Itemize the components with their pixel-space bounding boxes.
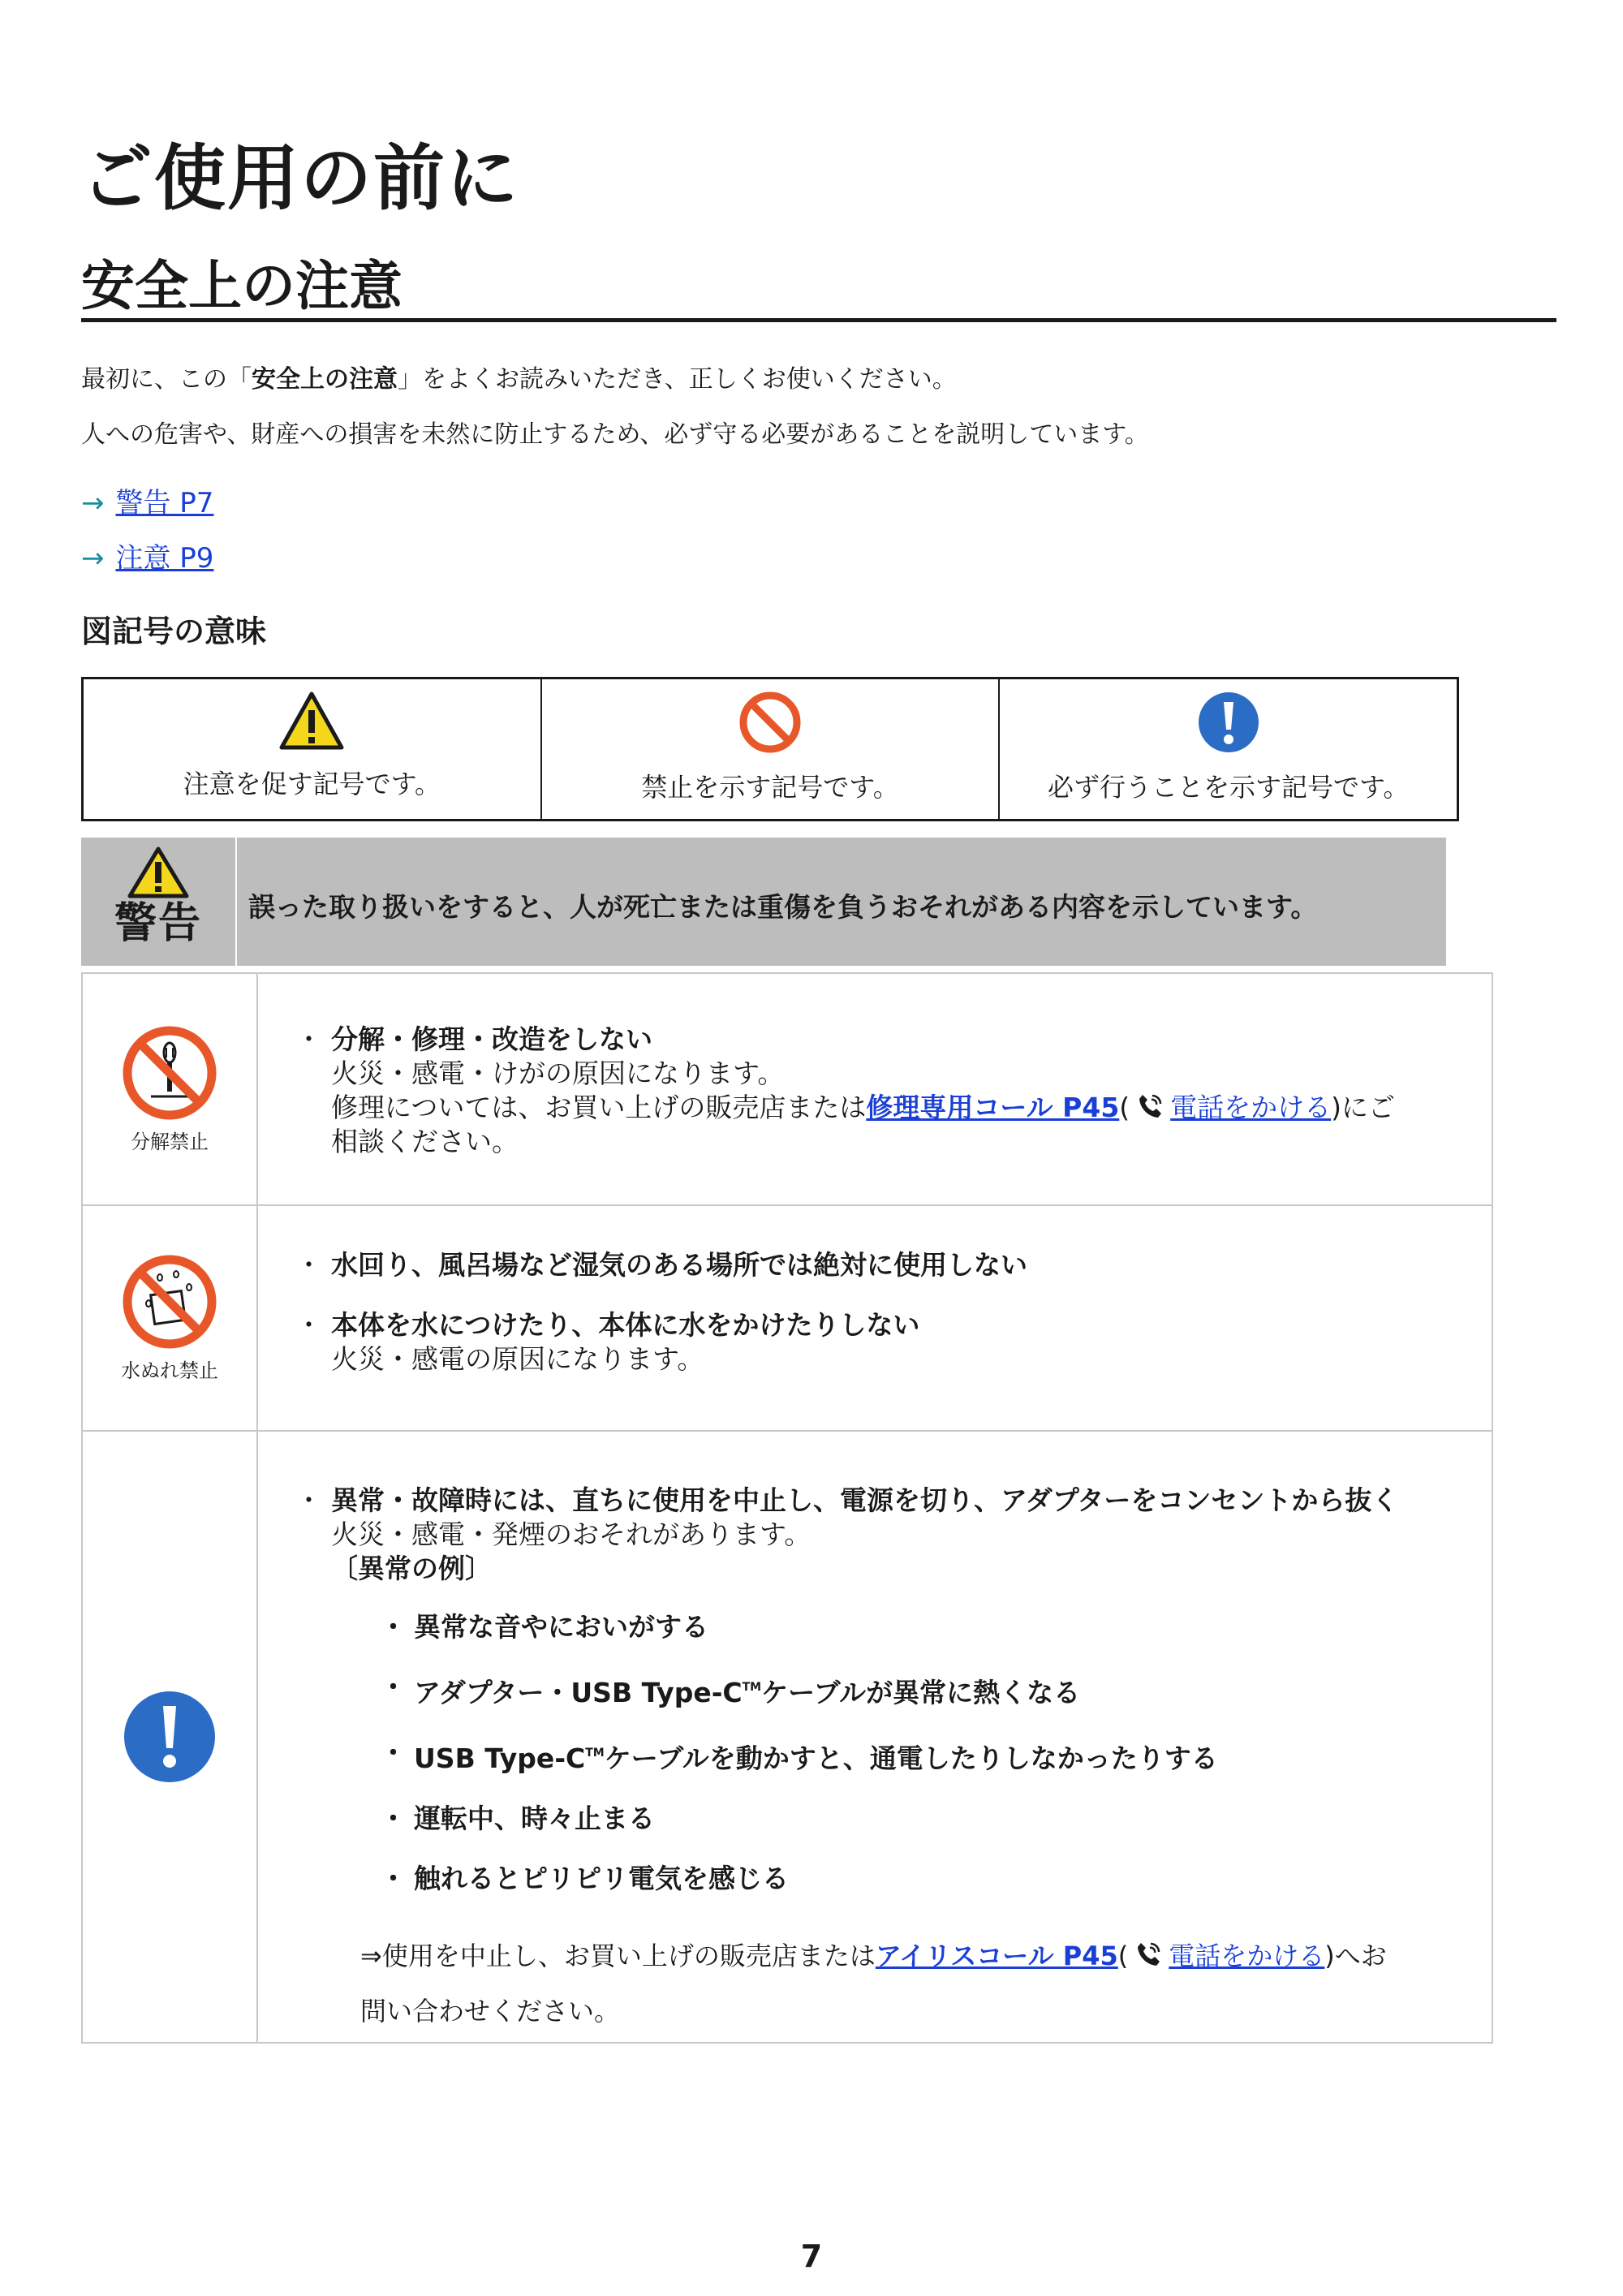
warning-item (299, 1308, 1492, 1376)
warning-row-disassembly (83, 974, 1492, 1204)
nav-link-warning[interactable] (81, 484, 213, 523)
warning-header (81, 838, 1446, 966)
icon-caption: 水ぬれ禁止 (121, 1359, 218, 1382)
warning-item-heading: ・ 本体を水につけたり、本体に水をかけたりしない (331, 1309, 920, 1341)
link-iris-call-p45[interactable]: アイリスコール P45 (875, 1941, 1118, 1971)
symbol-label: 必ず行うことを示す記号です。 (1047, 772, 1410, 803)
phone-icon (1134, 1941, 1162, 1968)
warning-row-icon-cell (83, 1432, 258, 2042)
warning-item-detail: 火災・感電・発煙のおそれがあります。 (331, 1518, 812, 1550)
intro-line-1: 最初に、この「安全上の注意」をよくお読みいただき、正しくお使いください。 (81, 365, 957, 394)
warning-item-detail: 修理については、お買い上げの販売店または修理専用コール P45( 電話をかける)にご (331, 1092, 1396, 1123)
symbol-cell-caution (84, 679, 540, 819)
no-disassembly-icon (122, 1025, 217, 1121)
link-call-phone[interactable]: 電話をかける (1170, 1092, 1332, 1123)
warning-item (299, 1023, 1492, 1159)
warning-row-body (258, 1206, 1492, 1430)
warning-table (81, 972, 1493, 2044)
warning-row-icon-cell (83, 1206, 258, 1430)
warning-item-detail: 火災・感電の原因になります。 (331, 1343, 704, 1375)
warning-row-icon-cell (83, 974, 258, 1204)
symbol-label: 禁止を示す記号です。 (641, 772, 899, 803)
abnormal-action-note (299, 1928, 1492, 2039)
warning-description: 誤った取り扱いをすると、人が死亡または重傷を負うおそれがある内容を示しています。 (248, 891, 1318, 923)
abnormal-example: ・ 運転中、時々止まる (299, 1802, 1492, 1836)
mandatory-exclamation-icon (123, 1690, 217, 1784)
mandatory-exclamation-icon (1197, 691, 1260, 754)
warning-row-body (258, 974, 1492, 1204)
warning-header-icon-cell (81, 838, 237, 966)
phone-icon (1136, 1092, 1164, 1120)
warning-item-heading: ・ 分解・修理・改造をしない (331, 1023, 652, 1055)
warning-item (299, 1484, 1492, 1586)
note-line: ⇒使用を中止し、お買い上げの販売店またはアイリスコール P45( 電話をかける)へお (360, 1941, 1387, 1971)
symbol-label: 注意を促す記号です。 (183, 769, 441, 799)
section-divider (81, 318, 1556, 322)
nav-link-caution[interactable] (81, 539, 213, 578)
warning-item-detail: 火災・感電・けがの原因になります。 (331, 1058, 785, 1089)
symbol-cell-prohibition (540, 679, 999, 819)
abnormal-example: ・ 触れるとピリピリ電気を感じる (299, 1862, 1492, 1896)
link-repair-call-p45[interactable]: 修理専用コール P45 (866, 1092, 1120, 1123)
symbol-cell-mandatory (998, 679, 1457, 819)
page-number: 7 (800, 2238, 823, 2274)
caution-triangle-icon (278, 691, 345, 751)
warning-item-detail: 相談ください。 (331, 1126, 519, 1157)
intro-line-2: 人への危害や、財産への損害を未然に防止するため、必ず守る必要があることを説明しています。 (81, 420, 1149, 449)
icon-caption: 分解禁止 (131, 1130, 209, 1153)
abnormal-examples-list (299, 1610, 1492, 1896)
warning-item (299, 1248, 1492, 1282)
arrow-right-icon: → (81, 487, 105, 519)
note-line: 問い合わせください。 (360, 1996, 621, 2027)
warning-row-body (258, 1432, 1492, 2042)
warning-word: 警告 (114, 899, 202, 948)
abnormal-example: ・ 異常な音やにおいがする (299, 1610, 1492, 1644)
chapter-title: ご使用の前に (81, 136, 520, 220)
arrow-right-icon: → (81, 542, 105, 575)
warning-item-heading: ・ 水回り、風呂場など湿気のある場所では絶対に使用しない (331, 1249, 1027, 1281)
warning-row-water (83, 1204, 1492, 1430)
symbol-meaning-table (81, 677, 1459, 821)
abnormal-examples-label: 〔異常の例〕 (331, 1553, 492, 1584)
link-call-phone[interactable]: 電話をかける (1169, 1941, 1325, 1971)
abnormal-example: ・ USB Type-C™ケーブルを動かすと、通電したりしなかったりする (299, 1736, 1492, 1776)
link-warning-p7[interactable]: 警告 P7 (115, 487, 214, 519)
prohibition-icon (738, 691, 802, 754)
caution-triangle-icon (127, 846, 190, 899)
symbols-heading: 図記号の意味 (81, 614, 267, 649)
section-title: 安全上の注意 (81, 255, 403, 317)
link-caution-p9[interactable]: 注意 P9 (115, 542, 214, 575)
no-water-icon (122, 1254, 217, 1350)
warning-row-abnormal (83, 1430, 1492, 2042)
abnormal-example: ・ アダプター・USB Type-C™ケーブルが異常に熱くなる (299, 1670, 1492, 1710)
warning-item-heading: ・ 異常・故障時には、直ちに使用を中止し、電源を切り、アダプターをコンセントから抜く (331, 1484, 1399, 1516)
